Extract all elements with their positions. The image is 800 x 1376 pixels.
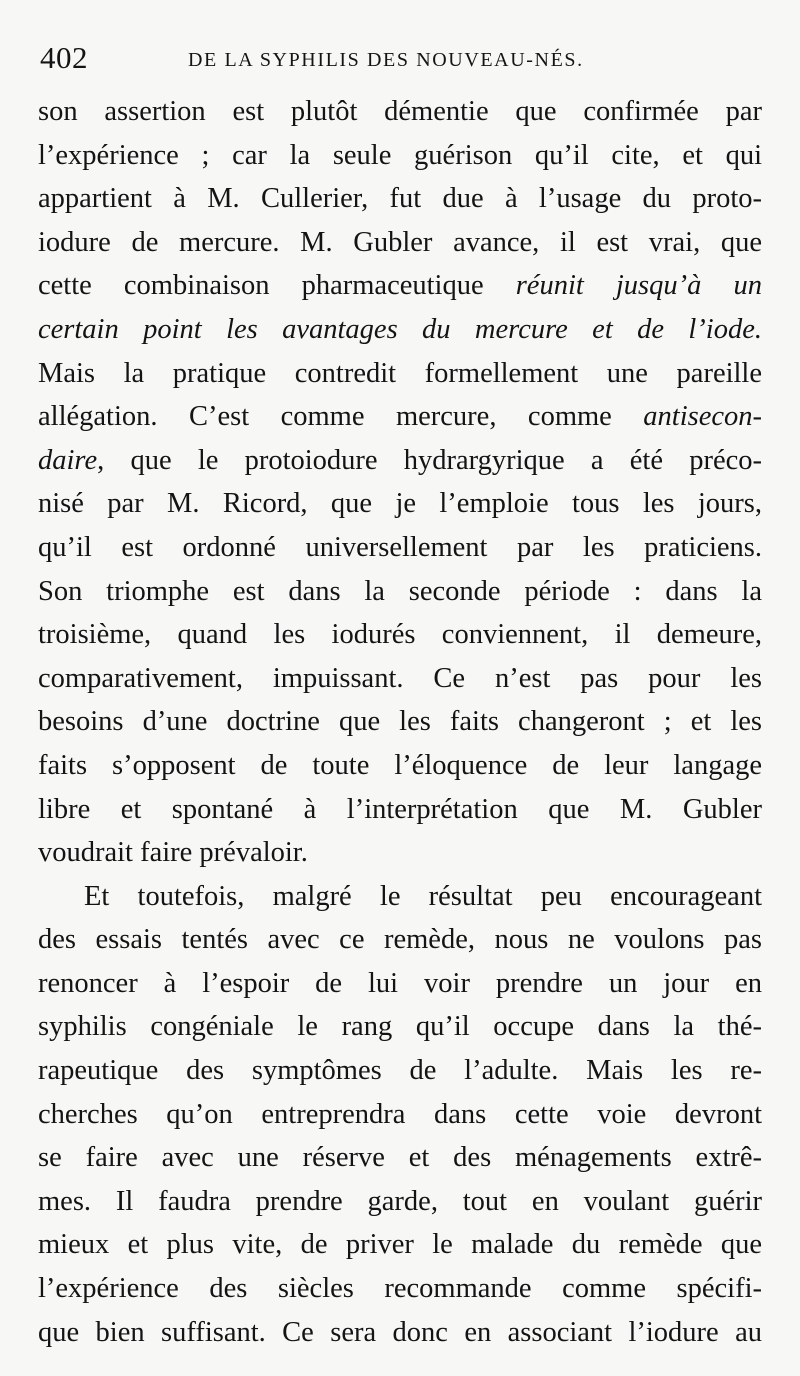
italic-text: certain point les avantages du mercure et de l’iode. [38, 313, 762, 345]
text-span: libre et spontané à l’interprétation que M. Gubler [38, 793, 762, 825]
text-span: se faire avec une réserve et des ménagements extrê- [38, 1142, 762, 1174]
text-line [38, 744, 762, 788]
text-span: l’expérience des siècles recommande comme spécifi- [38, 1273, 762, 1305]
text-span: mes. Il faudra prendre garde, tout en voulant guérir [38, 1185, 762, 1217]
text-span: allégation. C’est comme mercure, comme [38, 401, 644, 433]
text-line [38, 962, 762, 1006]
text-span: syphilis congéniale le rang qu’il occupe dans la thé- [38, 1011, 762, 1043]
text-line [38, 1223, 762, 1267]
text-span: renoncer à l’espoir de lui voir prendre un jour en [38, 967, 762, 999]
text-span: besoins d’une doctrine que les faits changeront ; et les [38, 706, 762, 738]
body-text [38, 90, 762, 1354]
text-span: voudrait faire prévaloir. [38, 837, 308, 869]
text-line [38, 1267, 762, 1311]
text-line [38, 90, 762, 134]
text-line [38, 1136, 762, 1180]
text-line [38, 918, 762, 962]
text-span: cherches qu’on entreprendra dans cette voie devront [38, 1098, 762, 1130]
text-span: appartient à M. Cullerier, fut due à l’usage du proto- [38, 183, 762, 215]
text-span: Et toutefois, malgré le résultat peu encourageant [84, 880, 762, 912]
text-line [38, 352, 762, 396]
text-line [38, 482, 762, 526]
text-span: nisé par M. Ricord, que je l’emploie tous les jours, [38, 488, 762, 520]
running-title: DE LA SYPHILIS DES NOUVEAU-NÉS. [188, 49, 584, 71]
page-header [40, 36, 760, 80]
text-line [38, 264, 762, 308]
text-line [38, 657, 762, 701]
text-span: rapeutique des symptômes de l’adulte. Mais les re- [38, 1055, 762, 1087]
text-span: Mais la pratique contredit formellement une pareille [38, 357, 762, 389]
text-line [38, 613, 762, 657]
text-line [38, 700, 762, 744]
text-line [38, 788, 762, 832]
text-line [38, 831, 762, 875]
text-line [38, 1049, 762, 1093]
text-line [38, 1311, 762, 1355]
text-span: cette combinaison pharmaceutique [38, 270, 516, 302]
italic-text: daire [38, 444, 98, 476]
text-line [38, 439, 762, 483]
text-line [38, 1093, 762, 1137]
text-line [38, 395, 762, 439]
page-number: 402 [40, 40, 88, 75]
text-line [38, 308, 762, 352]
text-line [38, 1005, 762, 1049]
italic-text: antisecon- [643, 401, 762, 433]
text-span: son assertion est plutôt démentie que confirmée par [38, 96, 762, 127]
text-span: , que le protoiodure hydrargyrique a été préco- [97, 444, 762, 476]
text-line [38, 570, 762, 614]
text-line [38, 1180, 762, 1224]
text-span: qu’il est ordonné universellement par les praticiens. [38, 531, 762, 563]
text-line [38, 221, 762, 265]
text-span: mieux et plus vite, de priver le malade du remède que [38, 1229, 762, 1261]
text-span: l’expérience ; car la seule guérison qu’il cite, et qui [38, 139, 762, 171]
text-span: comparativement, impuissant. Ce n’est pas pour les [38, 662, 762, 694]
italic-text: réunit jusqu’à un [515, 270, 762, 302]
text-span: que bien suffisant. Ce sera donc en associant l’iodure au [38, 1316, 762, 1348]
text-span: iodure de mercure. M. Gubler avance, il est vrai, que [38, 226, 762, 258]
text-span: faits s’opposent de toute l’éloquence de leur langage [38, 749, 762, 781]
text-span: des essais tentés avec ce remède, nous ne voulons pas [38, 924, 762, 956]
text-span: Son triomphe est dans la seconde période : dans la [38, 575, 762, 607]
text-line [38, 875, 762, 919]
text-line [38, 526, 762, 570]
text-line [38, 134, 762, 178]
text-span: troisième, quand les iodurés conviennent, il demeure, [38, 619, 762, 651]
text-line [38, 177, 762, 221]
